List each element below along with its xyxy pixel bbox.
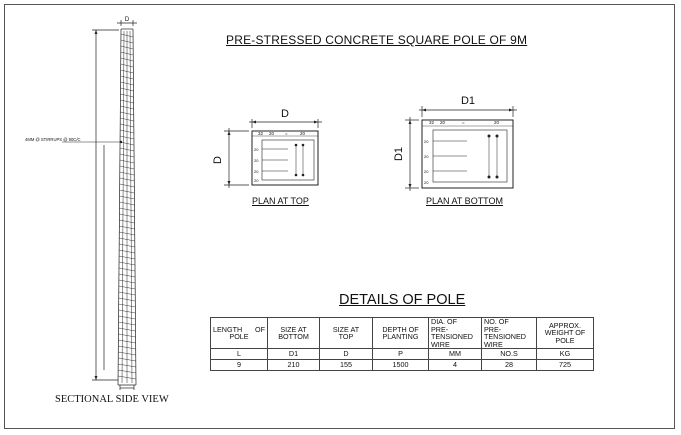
table-cell: 9 [211,360,268,371]
table-cell: 28 [482,360,537,371]
table-cell: 1500 [373,360,429,371]
plan-top-width-label: D [281,108,289,120]
header-size-top: SIZE AT TOP [320,318,373,349]
plan-bottom-side-3: 20 [424,169,429,174]
plan-top-side-2: 20 [254,158,259,163]
side-top-dim-label: D [124,17,130,23]
table-symbol-row [211,349,594,360]
plan-bottom-side-2: 20 [424,154,429,159]
header-depth: DEPTH OF PLANTING [373,318,429,349]
plan-top-spacing-2: 20 [269,131,275,136]
header-weight: APPROX. WEIGHT OF POLE [537,318,594,349]
plan-bottom-spacing-1: 32 [429,120,435,125]
side-length-dimension [92,30,119,380]
stirrup-note: 4MM @ STIRRUPS @ 90C/C [25,137,81,142]
table-cell: P [373,349,429,360]
plan-bottom-side-4: 20 [424,180,429,185]
table-cell: D [320,349,373,360]
details-title: DETAILS OF POLE [339,292,466,308]
plan-bottom-width-label: D1 [460,95,476,107]
plan-bottom-section [405,106,517,191]
table-cell: 725 [537,360,594,371]
table-value-row [211,360,594,371]
plan-top-spacing-4: 20 [300,131,306,136]
header-dia: DIA. OF PRE- TENSIONED WIRE [429,318,482,349]
table-cell: 155 [320,360,373,371]
header-size-bottom: SIZE AT BOTTOM [268,318,320,349]
plan-bottom-height-label: D1 [393,146,405,162]
table-cell: 4 [429,360,482,371]
drawing-title: PRE-STRESSED CONCRETE SQUARE POLE OF 9M [226,33,528,47]
table-cell: 210 [268,360,320,371]
plan-bottom-spacing-3: = [462,120,465,125]
details-table [210,317,594,371]
table-cell: KG [537,349,594,360]
plan-bottom-side-1: 20 [424,139,429,144]
side-view-pole [118,29,136,385]
plan-top-section [224,119,322,188]
header-length: LENGTH OF POLE [211,318,268,349]
table-cell: L [211,349,268,360]
plan-top-spacing-3: = [285,131,288,136]
header-no-wire: NO. OF PRE- TENSIONED WIRE [482,318,537,349]
table-cell: MM [429,349,482,360]
plan-top-caption: PLAN AT TOP [252,196,309,206]
plan-bottom-spacing-2: 20 [440,120,446,125]
plan-top-height-label: D [212,156,224,164]
table-cell: D1 [268,349,320,360]
plan-top-spacing-1: 32 [258,131,264,136]
plan-top-side-3: 20 [254,169,259,174]
plan-bottom-spacing-4: 20 [494,120,500,125]
plan-top-side-4: 20 [254,178,259,183]
plan-bottom-caption: PLAN AT BOTTOM [426,196,504,206]
side-view-caption: SECTIONAL SIDE VIEW [55,394,169,405]
table-cell: NO.S [482,349,537,360]
plan-top-side-1: 20 [254,147,259,152]
table-header-row [211,318,594,349]
